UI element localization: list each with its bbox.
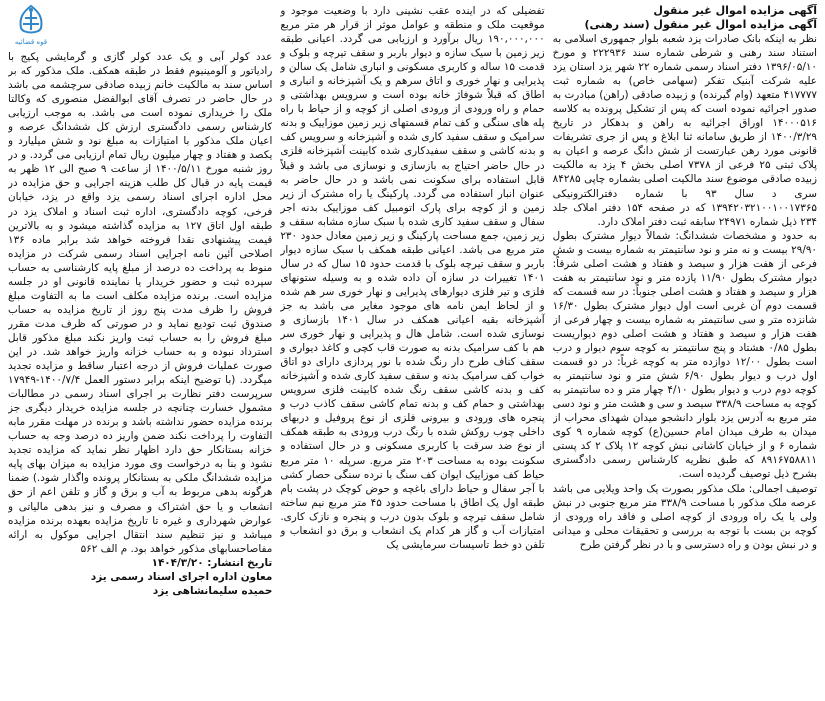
- signer-name: حمیده سلیمانشاهی یزد: [152, 584, 273, 597]
- notice-subtitle: آگهی مزایده اموال غیر منقول (سند رهنی): [584, 18, 817, 31]
- logo-caption: قوه قضائیه: [14, 38, 48, 46]
- judiciary-emblem-icon: [11, 4, 51, 38]
- notice-body-auction-terms: عدد کولر آبی و یک عدد کولر گازی و گرمایشی پکیج با رادیاتور و آلومینیوم فقط در طبقه همکف. ملک مذکور که بر اساس سند به مالکیت خانم زبیده صادقی سرچشمه می باشد در حال حاضر در تصرف آقای ابوالفضل منصوری که وکالتا ملک را خریداری نموده است می باشد. به موجب ارزیابی کارشناس رسمی دادگستری ارزش کل ششدانگ عرصه و اعیان ملک مذکور با امتیازات به مبلغ نود و شش میلیارد و یکصد و هفتاد و چهار میلیون ریال تمام ارزیابی می گردد. و در روز شنبه مورخ ۱۴۰۰/۵/۱۱ از ساعت ۹ صبح الی ۱۲ ظهر به قیمت پایه در قبال کل طلب هزینه اجرایی و حق مزایده در محل اداره اجرای اسناد رسمی یزد واقع در یزد، خیابان فرخی، کوچه دادگستری، اداره ثبت اسناد و املاک یزد در طبقه اول اتاق ۱۲۷ به مزایده گذاشته میشود و به بالاترین قیمت پیشنهادی نقدا فروخته خواهد شد برابر ماده ۱۳۶ اصلاحی آئین نامه اجرایی اسناد رسمی شرکت در مزایده منوط به پرداخت ده درصد از مبلغ پایه کارشناسی به حساب سپرده ثبت و حضور خریدار یا نماینده قانونی او در جلسه مزایده است. برنده مزایده مکلف است ما به التفاوت مبلغ فروش را ظرف مدت پنج روز از تاریخ مزایده به حساب صندوق ثبت تودیع نماید و در صورتی که ظرف مدت مقرر مبلغ فروش را به حساب ثبت واریز نکند مبلغ مذکور قابل استرداد نبوده و به حساب خزانه واریز خواهد شد. در این صورت عملیات فروش از درجه اعتبار ساقط و مزایده تجدید میگردد. (با توضیح اینکه برابر دستور العمل ۱۴۰۰/۷/۴-۱۷۹۴۹ سرپرست دفتر نظارت بر اجرای اسناد رسمی در مطالبات مشمول خسارت چنانچه در جلسه مزایده خریدار دیگری جز برنده مزایده حضور نداشته باشد و برنده در مهلت مقرر مابه التفاوت را پرداخت نکند ضمن واریز ده درصد وجه به حساب خزانه بستانکار حق دارد اظهار نظر نماید که مزایده تجدید نشود و بنا به درخواست وی مورد مزایده به میزان بهای پایه مزایده ششدانگ ملکی به بستانکار پرونده واگذار شود.) ضمنا هرگونه بدهی مربوط به آب و برق و گاز و تلفن اعم از حق انشعاب و یا حق اشتراک و مصرف و نیز بدهی مالیاتی و عوارض شهرداری و غیره تا تاریخ مزایده بعهده برنده مزایده میباشد و نیز تنظیم سند انتقال اجرایی موکول به ارائه مفاصاحسابهای مذکور خواهد بود. م الف ۵۶۲: [8, 51, 273, 555]
- column-left: [8, 4, 272, 696]
- column-middle: [280, 4, 544, 696]
- notice-columns: [8, 4, 817, 696]
- notice-body-description: توصیف اجمالی: ملک مذکور بصورت یک واحد ویلایی می باشد عرصه ملک مذکور با مساحت ۳۳۸/۹ متر مربع جنوبی در نبش ولی یا یک راه ورودی از کوچه اصلی و فاقد راه ورودی از کوچه بن بست با توجه به بررسی و تحقیقات محلی و میدانی و در نبش بودن و راه دسترسی و با در نظر گرفتن طرح: [552, 482, 817, 551]
- notice-body-property-details: تفضیلی که در اینده عقب نشینی دارد با وضعیت موجود و موقعیت ملک و منطقه و عوامل موثر از قرار هر متر مربع ۱۹۰,۰۰۰,۰۰۰ ریال برآورد و ارزیابی می گردد. اعیانی طبقه زیر زمین با سیک سازه و دیوار باربر و سقف تیرچه و بلوک و قدمت ۱۵ ساله و کاربری مسکونی و انباری شامل یک سالن و پذیرایی و نهار خوری و اتاق سرهم و یک آشپزخانه و انباری و اطاق که قبلاً شوفاژ خانه بوده است و سرویس بهداشتی و حمام و راه ورودی از ورودی اصلی از کوچه و از حیاط با راه پله های سنگی و کف تمام قسمتهای زیر زمین موزاییک و بدنه سرامیک و سقف سفید کاری شده و آشپزخانه و سرویس کف و بدنه کاشی و سقف سفیدکاری شده کابینت آشپزخانه فلزی در حال حاضر احتیاج به بازسازی و نوسازی می باشد و قبلاً قابل استفاده برای سکونت نمی باشد و در حال حاضر به عنوان انبار استفاده می گردد. پارکینگ یا راه مشترک از زیر زمین و از کوچه برای پارک اتومبیل کف موزاییک بدنه اجر سفال و سقف سفید کاری شده با سبک سازه مشابه سقف و زیر زمین، جمع مساحت پارکینگ و زیر زمین معادل حدود ۲۳۰ متر مربع می باشد. اعیانی طبقه همکف با سبک سازه دیوار باربر و سقف تیرچه بلوک با قدمت حدود ۱۵ سال که در سال ۱۴۰۱ تغییرات در سازه آن داده شده و به وسیله ستونهای فلزی و تیر فلزی دیوارهای پذیرایی و نهار خوری سر هم شده و از لحاظ ایمن نامه های موجود مغایر می باشد به جز آشپزخانه بقیه اعیانی همکف در سال ۱۴۰۱ بازسازی و نوسازی شده است. شامل هال و پذیرایی و نهار خوری سر هم با کف سرامیک بدنه به صورت قاب کچی و کاغذ دیواری و سقف کناف طرح دار رنگ شده با نور پردازی دارای دو اتاق خواب کف سرامیک بدنه و سقف سفید کاری شده و آشپزخانه کف و بدنه کاشی سقف رنگ شده کابینت فلزی سرویس بهداشتی و حمام کف و بدنه تمام کاشی سقف کاذب درب و پنجره های ورودی و بیرونی فلزی از نوع پروفیل و دربهای داخلی چوب روکش شده با رنگ درب ورودی به طبقه همکف از نوع ضد سرقت با کاربری مسکونی و در حال استفاده و سکونت بوده به مساحت ۲۰۳ متر مربع. سرپله ۱۰ متر مربع حیاط کف موزاییک ایوان کف سنگ با نرده سنگی حصار کشی با آجر سفال و حیاط دارای باغچه و حوض کوچک در پشت بام طبقه اول یک اطاق با مساحت حدود ۴۵ متر مربع نیم ساخته شامل سقف تیرچه و بلوک بدون درب و پنجره و نازک کاری. امتیازات آب و گاز هر کدام یک انشعاب و برق دو انشعاب و تلفن دو خط تاسیسات سرمایشی یک: [280, 5, 545, 551]
- notice-body-intro: نظر به اینکه بانک صادرات یزد شعبه بلوار جمهوری اسلامی به استناد سند رهنی و شرطی شماره سند ۲۲۲۹۳۶ و مورخ ۱۳۹۶/۰۵/۱۰ دفتر اسناد رسمی شماره ۲۲ شهر یزد استان یزد علیه شرکت آبنیک تفکر (سهامی خاص) به شماره ثبت ۴۱۷۷۷۷ متعهد (وام گیرنده) و زبیده صادقی (راهن) مبادرت به صدور اجرائیه نموده است که پس از تشکیل پرونده به کلاسه ۱۴۰۰۰۵۱۶ اوراق اجرائیه به راهن و بدهکار در تاریخ ۱۴۰۰/۳/۲۹ از طریق سامانه ثنا ابلاغ و پس از جری تشریفات قانونی مورد رهن عبارتست از شش دانگ عرصه و اعیان به پلاک ثبتی ۲۵ فرعی از ۷۳۷۸ اصلی بخش ۴ یزد به مالکیت زبیده صادقی موضوع سند مالکیت اصلی بشماره چاپی ۸۴۲۸۵ سری د سال ۹۳ با شماره دفترالکترونیکی ۱۳۹۴۲۰۳۲۱۰۰۱۰۰۱۷۳۶۵ که در صفحه ۱۵۴ دفتر املاک جلد ۲۳۴ ذیل شماره ۲۴۹۷۱ سابقه ثبت دفتر املاک دارد.: [552, 33, 817, 228]
- publish-date: تاریخ انتشار: ۱۴۰۴/۳/۲۰: [151, 556, 273, 569]
- notice-title: آگهی مزایده اموال غیر منقول: [653, 4, 817, 17]
- judiciary-logo: [8, 4, 54, 50]
- column-right: [553, 4, 817, 696]
- signature-title: معاون اداره اجرای اسناد رسمی یزد: [90, 570, 273, 583]
- notice-body-boundaries: به حدود و مشخصات ششدانگ: شمالاً دیوار مشترک بطول ۲۹/۹۰ بیست و نه متر و نود سانتیمتر به شماره بیست و شش فرعی از هفت هزار و سیصد و هفتاد و هشت اصلی شرقاً: دیوار مشترک بطول ۱۱/۹۰ یازده متر و نود سانتیمتر به هفت هزار و سیصد و هفتاد و هشت اصلی جنوباً: در سه قسمت که قسمت دوم آن غربی است اول دیوار مشترک بطول ۱۶/۳۰ شانزده متر و سی سانتیمتر به شماره بیست و چهار فرعی از هفت هزار و سیصد و هفتاد و هشت اصلی دوم دیواریست بطول ۰/۸۵ هشتاد و پنج سانتیمتر به کوچه سوم دیوار و درب است بطول ۱۲/۰۰ دوازده متر به کوچه غرباً: در دو قسمت اول درب و دیوار بطول ۶/۹۰ شش متر و نود سانتیمتر به کوچه دوم درب و دیوار بطول ۴/۱۰ چهار متر و ده سانتیمتر به کوچه به مساحت ۳۳۸/۹ سیصد و سی و هشت متر و نود دسی متر مربع به آدرس یزد بلوار دانشجو میدان شهدای محراب از میدان به طرف میدان امام حسین(ع) کوچه شماره ۹ کوی شماره ۶ و از خیابان کاشانی نبش کوچه ۱۲ پلاک ۲ کد پستی ۸۹۱۶۷۵۸۸۱۱ که طبق نظریه کارشناس رسمی دادگستری بشرح ذیل توصیف گردیده است.: [552, 229, 817, 481]
